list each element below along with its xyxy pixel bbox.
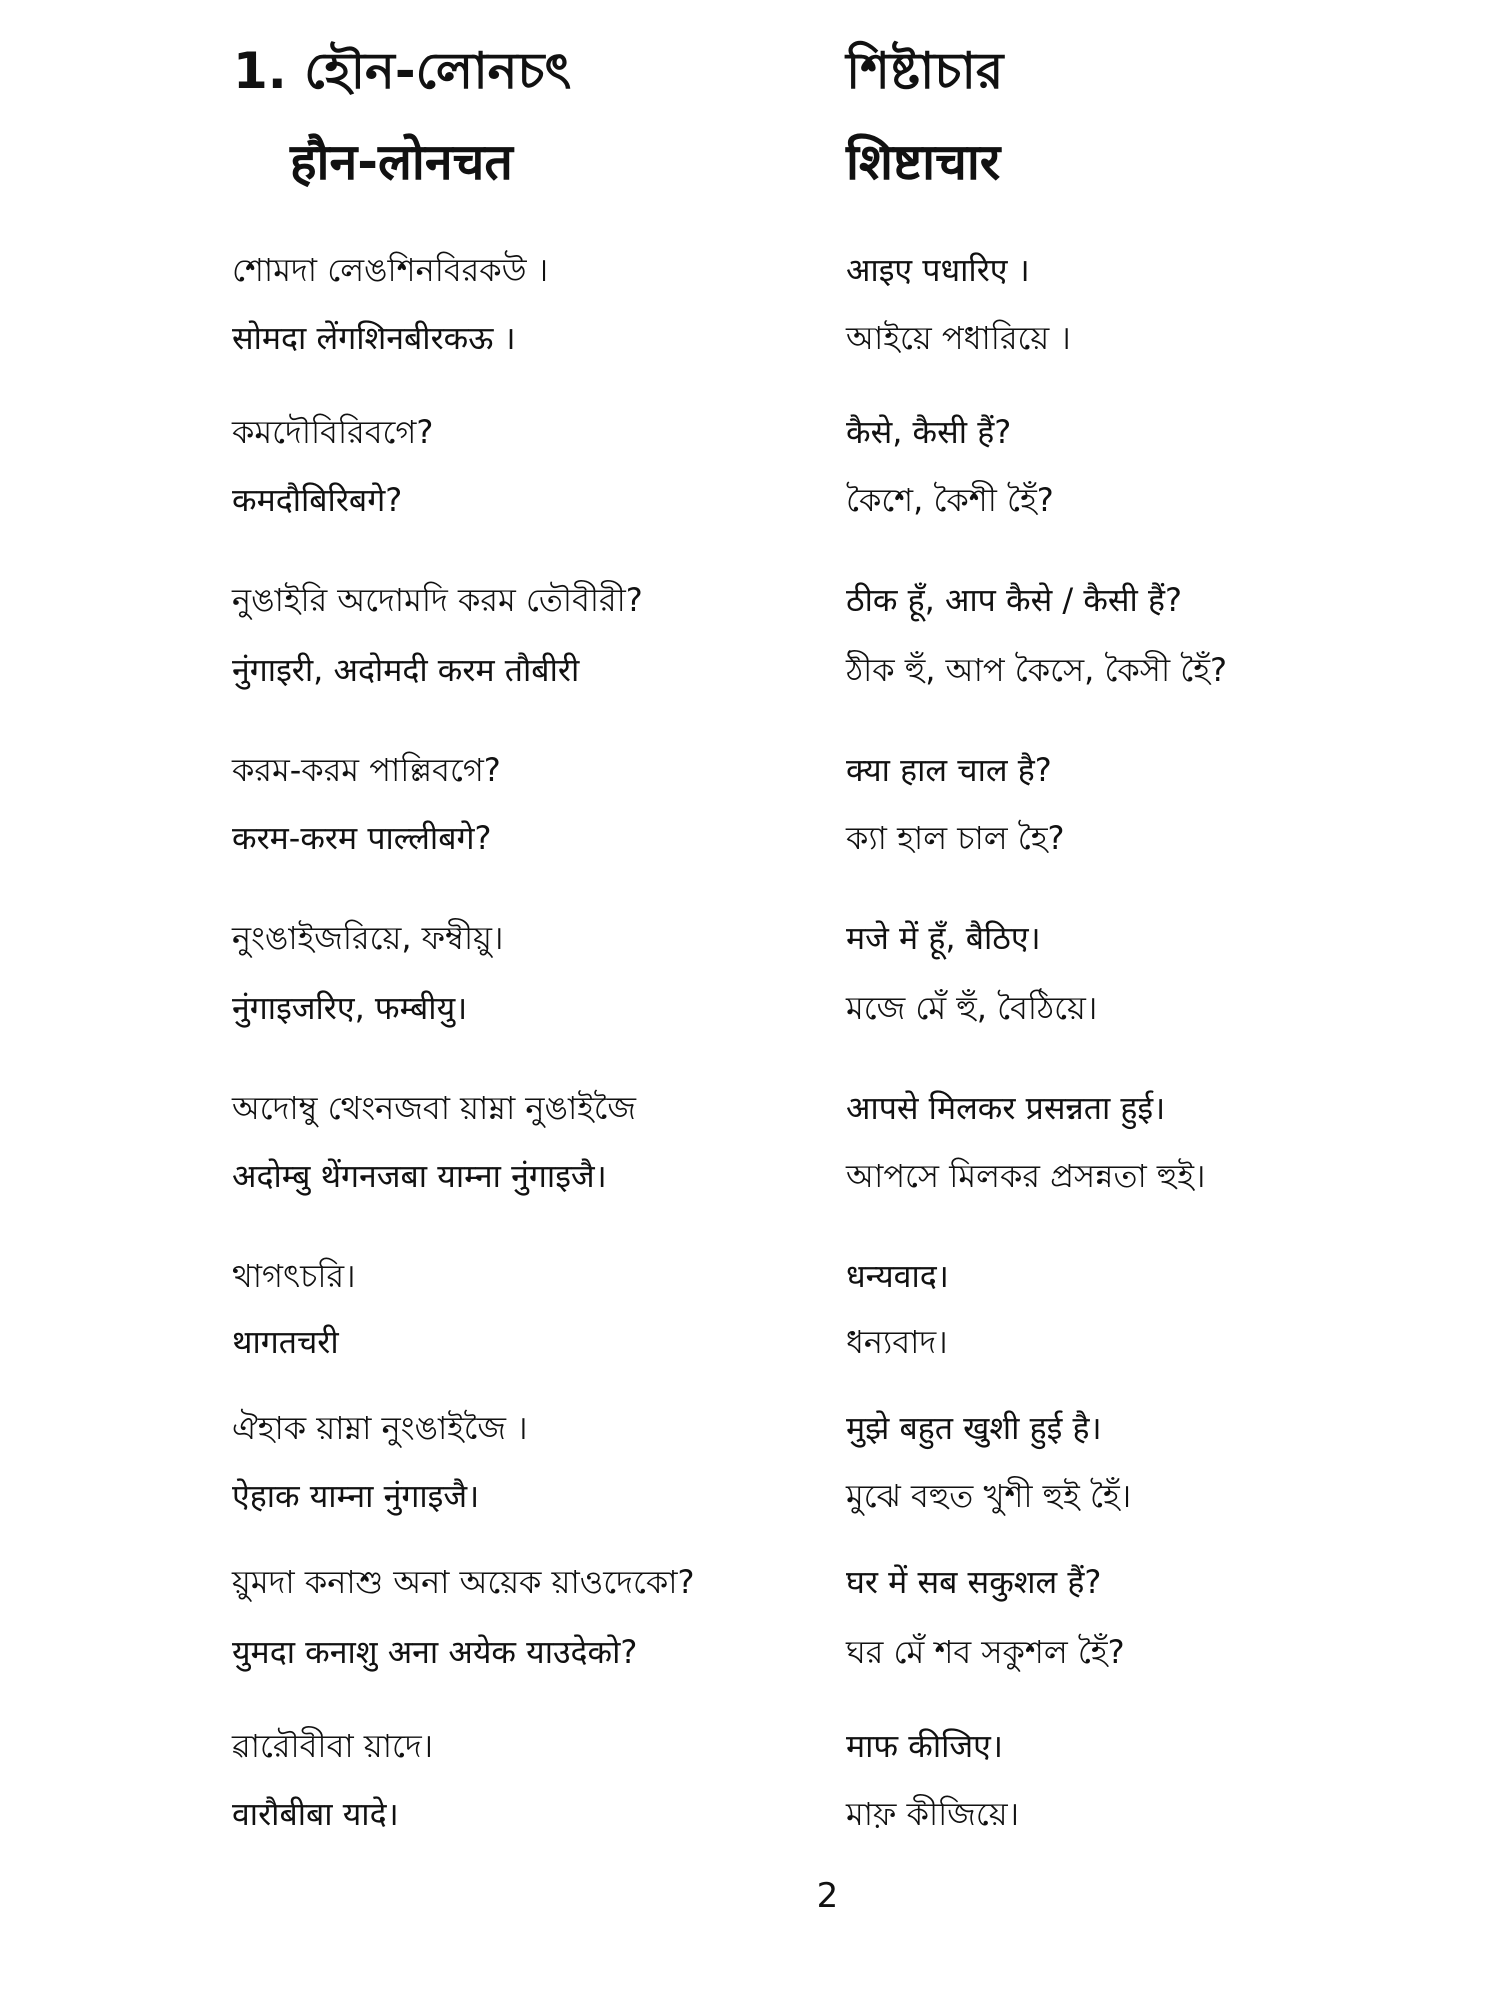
phrase-3-hindi: ठीक हूँ, आप कैसे / कैसी हैं?: [846, 581, 1182, 619]
phrase-10-hindi-transliteration: মাফ় কীজিয়ে।: [846, 1795, 1020, 1833]
heading-hindi-devanagari: শিষ্টাচার: [846, 42, 1004, 100]
phrase-6-manipuri-devanagari: अदोम्बु थेंगनजबा याम्ना नुंगाइजै।: [232, 1157, 607, 1195]
phrase-7-manipuri-script: থাগৎচরি।: [232, 1257, 356, 1295]
phrase-6-hindi: आपसे मिलकर प्रसन्नता हुई।: [846, 1089, 1166, 1127]
phrase-8-manipuri-devanagari: ऐहाक याम्ना नुंगाइजै।: [232, 1477, 480, 1515]
phrase-9-manipuri-devanagari: युमदा कनाशु अना अयेक याउदेको?: [232, 1633, 638, 1671]
phrase-4-manipuri-devanagari: करम-करम पाल्लीबगे?: [232, 819, 492, 857]
phrase-9-hindi-transliteration: ঘর মেঁ শব সকুশল হৈঁ?: [846, 1633, 1125, 1671]
phrase-5-hindi: मजे में हूँ, बैठिए।: [846, 919, 1041, 957]
phrase-5-manipuri-devanagari: नुंगाइजरिए, फम्बीयु।: [232, 989, 468, 1027]
phrase-10-hindi: माफ कीजिए।: [846, 1727, 1003, 1765]
phrase-1-manipuri-script: শোমদা লেঙশিনবিরকউ ।: [232, 251, 549, 289]
phrase-9-manipuri-script: য়ুমদা কনাশু অনা অয়েক য়াওদেকো?: [232, 1563, 695, 1601]
phrase-1-hindi-transliteration: আইয়ে পধারিয়ে ।: [846, 319, 1071, 357]
phrase-9-hindi: घर में सब सकुशल हैं?: [846, 1563, 1102, 1601]
phrase-8-manipuri-script: ঐহাক য়াম্না নুংঙাইজৈ ।: [232, 1409, 528, 1447]
heading-manipuri-bengali-script: 1. হৌন-লোনচৎ: [233, 42, 572, 100]
phrase-7-manipuri-devanagari: थागतचरी: [232, 1323, 339, 1361]
heading-hindi-bengali-script: शिष्टाचार: [846, 133, 1001, 191]
phrase-3-manipuri-script: নুঙাইরি অদোমদি করম তৌবীরী?: [232, 581, 643, 619]
phrase-8-hindi-transliteration: মুঝে বহুত খুশী হুই হৈঁ।: [846, 1477, 1132, 1515]
phrase-5-manipuri-script: নুংঙাইজরিয়ে, ফম্বীয়ু।: [232, 919, 504, 957]
phrase-10-manipuri-script: ৱারৌবীবা য়াদে।: [232, 1727, 434, 1765]
phrase-4-hindi: क्या हाल चाल है?: [846, 751, 1052, 789]
phrase-2-manipuri-devanagari: कमदौबिरिबगे?: [232, 481, 403, 519]
phrase-7-hindi-transliteration: ধন্যবাদ।: [846, 1323, 948, 1361]
phrase-2-hindi-transliteration: কৈশে, কৈশী হৈঁ?: [846, 481, 1054, 519]
phrase-1-hindi: आइए पधारिए ।: [846, 251, 1030, 289]
phrase-2-hindi: कैसे, कैसी हैं?: [846, 413, 1012, 451]
phrase-2-manipuri-script: কমদৌবিরিবগে?: [232, 413, 434, 451]
phrase-8-hindi: मुझे बहुत खुशी हुई है।: [846, 1409, 1102, 1447]
phrase-5-hindi-transliteration: মজে মেঁ হুঁ, বৈঠিয়ে।: [846, 989, 1098, 1027]
phrase-3-hindi-transliteration: ঠীক হুঁ, আপ কৈসে, কৈসী হৈঁ?: [846, 651, 1228, 689]
heading-manipuri-devanagari: हौन-लोनचत: [290, 133, 513, 191]
phrase-4-hindi-transliteration: ক্যা হাল চাল হৈ?: [846, 819, 1065, 857]
phrase-6-hindi-transliteration: আপসে মিলকর প্রসন্নতা হুই।: [846, 1157, 1206, 1195]
phrase-6-manipuri-script: অদোম্বু থেংনজবা য়াম্না নুঙাইজৈ: [232, 1089, 636, 1127]
phrase-7-hindi: धन्यवाद।: [846, 1257, 949, 1295]
phrase-4-manipuri-script: করম-করম পাল্লিবগে?: [232, 751, 501, 789]
phrase-3-manipuri-devanagari: नुंगाइरी, अदोमदी करम तौबीरी: [232, 651, 580, 689]
phrase-1-manipuri-devanagari: सोमदा लेंगशिनबीरकऊ ।: [232, 319, 516, 357]
page-number: 2: [816, 1876, 839, 1916]
phrase-10-manipuri-devanagari: वारौबीबा यादे।: [232, 1795, 399, 1833]
